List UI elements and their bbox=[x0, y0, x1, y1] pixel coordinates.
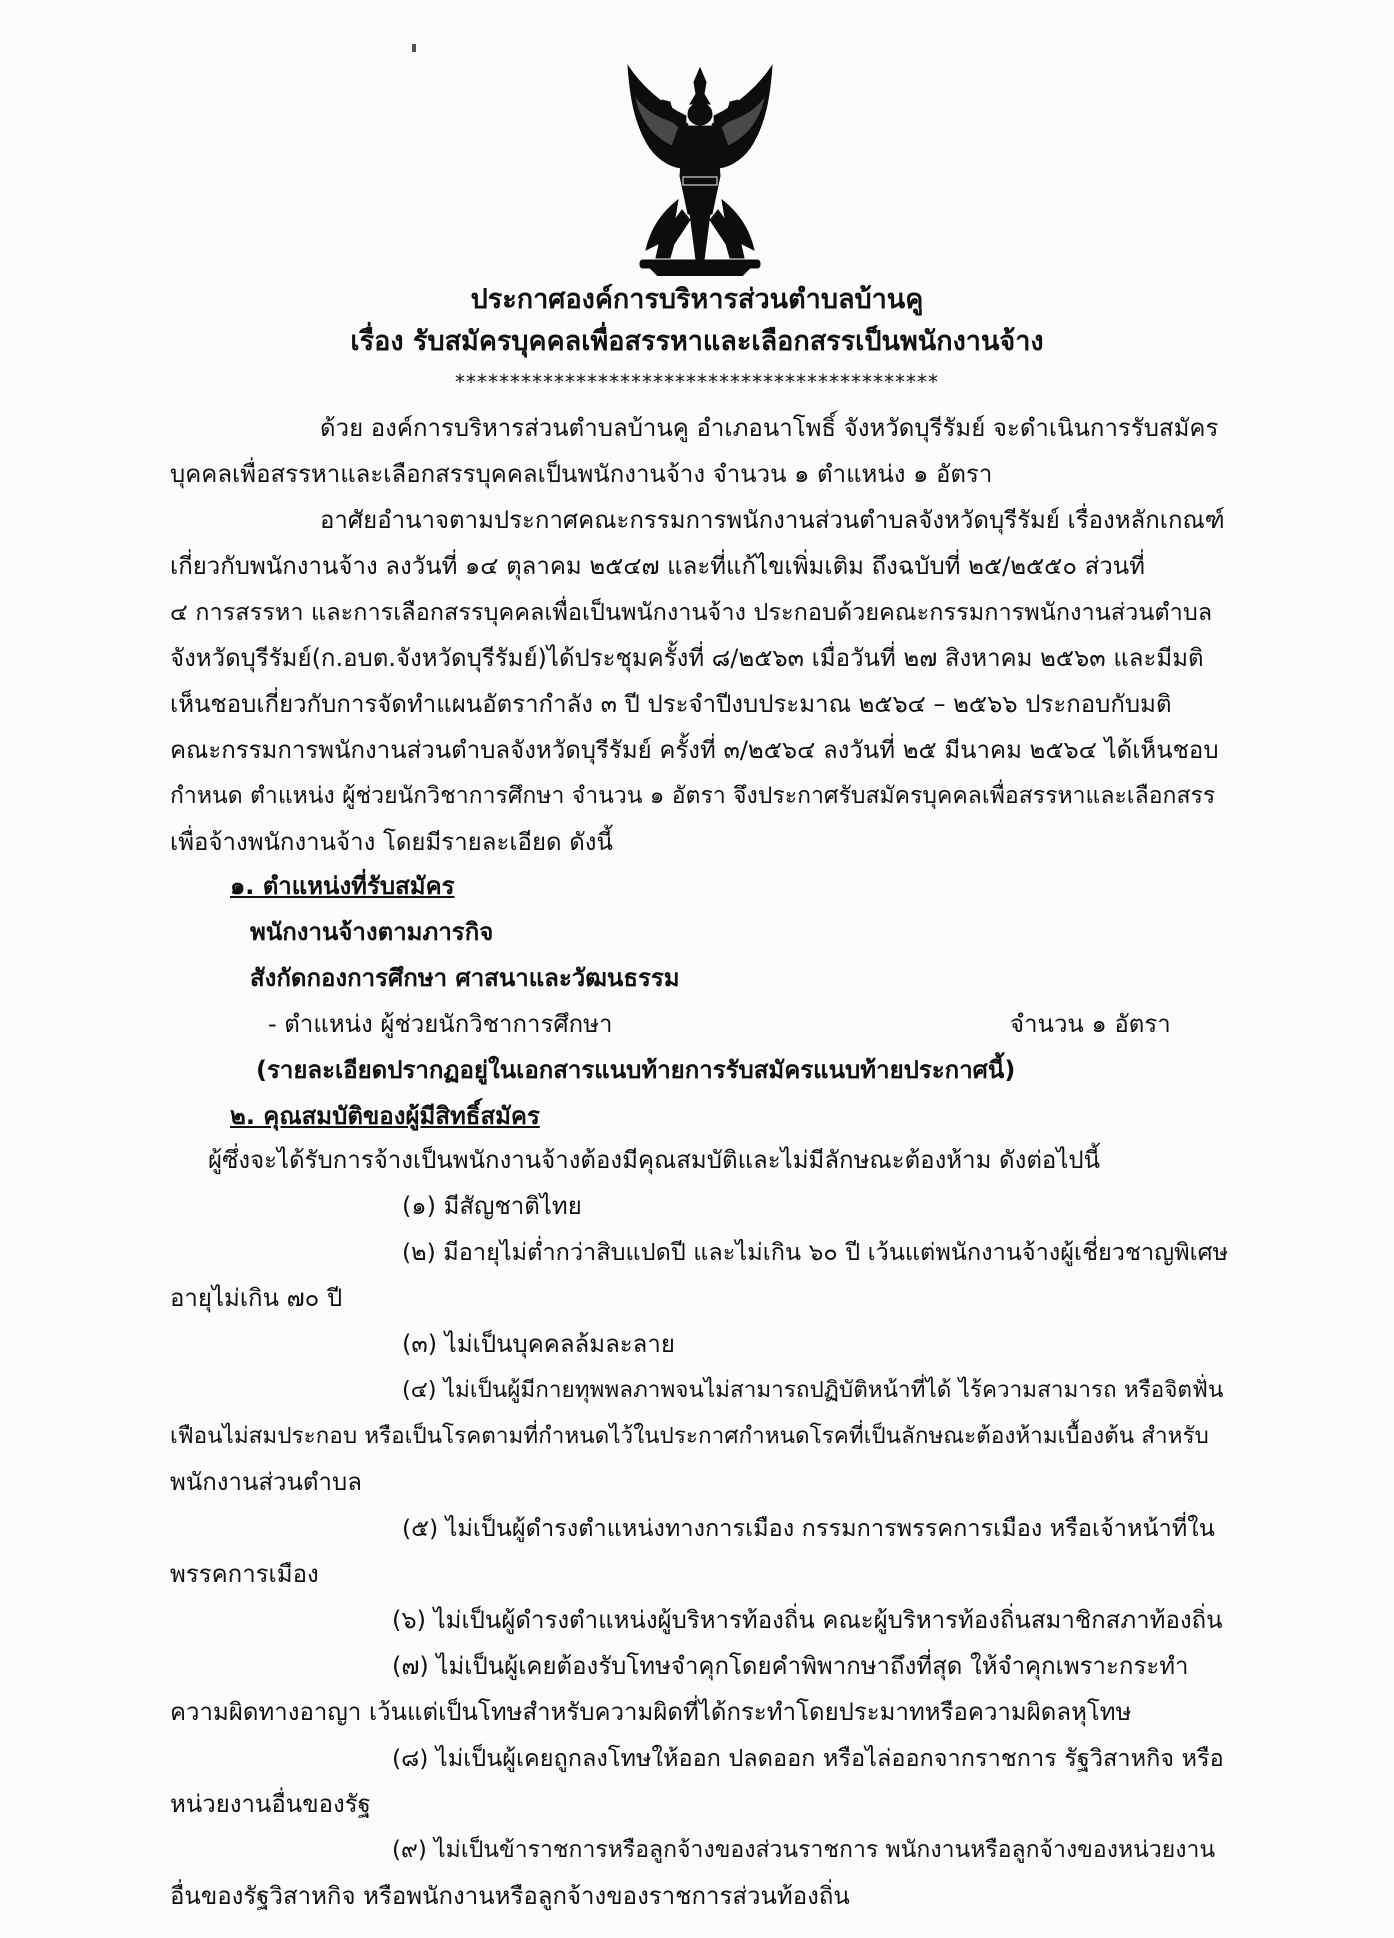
section2-heading: ๒. คุณสมบัติของผู้มีสิทธิ์สมัคร bbox=[230, 1102, 540, 1130]
intro-p2-line6: คณะกรรมการพนักงานส่วนตำบลจังหวัดบุรีรัมย์ ครั้งที่ ๓/๒๕๖๔ ลงวันที่ ๒๕ มีนาคม ๒๕๖๔ ได้เห็นชอบ bbox=[170, 736, 1219, 764]
scan-speck bbox=[412, 44, 416, 52]
qualification-7-line1: (๗) ไม่เป็นผู้เคยต้องรับโทษจำคุกโดยคำพิพากษาถึงที่สุด ให้จำคุกเพราะกระทำ bbox=[392, 1652, 1189, 1680]
star-divider: ******************************************** bbox=[455, 370, 939, 394]
section1-heading: ๑. ตำแหน่งที่รับสมัคร bbox=[230, 872, 455, 900]
qualification-7-line2: ความผิดทางอาญา เว้นแต่เป็นโทษสำหรับความผิดที่ได้กระทำโดยประมาทหรือความผิดลหุโทษ bbox=[170, 1698, 1132, 1726]
qualification-3: (๓) ไม่เป็นบุคคลล้มละลาย bbox=[402, 1330, 675, 1358]
qualification-5-line2: พรรคการเมือง bbox=[170, 1560, 319, 1588]
qualification-2-line1: (๒) มีอายุไม่ต่ำกว่าสิบแปดปี และไม่เกิน ๖๐ ปี เว้นแต่พนักงานจ้างผู้เชี่ยวชาญพิเศษ bbox=[402, 1238, 1229, 1266]
intro-p2-line5: เห็นชอบเกี่ยวกับการจัดทำแผนอัตรากำลัง ๓ ปี ประจำปีงบประมาณ ๒๕๖๔ – ๒๕๖๖ ประกอบกับมติ bbox=[170, 690, 1172, 718]
qualification-6: (๖) ไม่เป็นผู้ดำรงตำแหน่งผู้บริหารท้องถิ่น คณะผู้บริหารท้องถิ่นสมาชิกสภาท้องถิ่น bbox=[392, 1606, 1223, 1634]
qualification-4-line2: เฟือนไม่สมประกอบ หรือเป็นโรคตามที่กำหนดไว้ในประกาศกำหนดโรคที่เป็นลักษณะต้องห้ามเบื้องต้น สำหรับ bbox=[170, 1423, 1209, 1449]
qualification-5-line1: (๕) ไม่เป็นผู้ดำรงตำแหน่งทางการเมือง กรรมการพรรคการเมือง หรือเจ้าหน้าที่ใน bbox=[402, 1514, 1215, 1542]
section1-employment-type: พนักงานจ้างตามภารกิจ bbox=[250, 918, 494, 946]
section1-note: (รายละเอียดปรากฏอยู่ในเอกสารแนบท้ายการรับสมัครแนบท้ายประกาศนี้) bbox=[256, 1056, 1016, 1084]
intro-p2-line8: เพื่อจ้างพนักงานจ้าง โดยมีรายละเอียด ดังนี้ bbox=[170, 828, 613, 856]
intro-p1-line1: ด้วย องค์การบริหารส่วนตำบลบ้านคู อำเภอนาโพธิ์ จังหวัดบุรีรัมย์ จะดำเนินการรับสมัคร bbox=[320, 414, 1219, 442]
qualification-1: (๑) มีสัญชาติไทย bbox=[402, 1192, 582, 1220]
section1-position: - ตำแหน่ง ผู้ช่วยนักวิชาการศึกษา bbox=[268, 1010, 613, 1038]
qualification-8-line2: หน่วยงานอื่นของรัฐ bbox=[170, 1790, 371, 1818]
section2-intro: ผู้ซึ่งจะได้รับการจ้างเป็นพนักงานจ้างต้องมีคุณสมบัติและไม่มีลักษณะต้องห้าม ดังต่อไปนี้ bbox=[208, 1146, 1101, 1174]
qualification-8-line1: (๘) ไม่เป็นผู้เคยถูกลงโทษให้ออก ปลดออก หรือไล่ออกจากราชการ รัฐวิสาหกิจ หรือ bbox=[392, 1744, 1224, 1772]
qualification-9-line1: (๙) ไม่เป็นข้าราชการหรือลูกจ้างของส่วนราชการ พนักงานหรือลูกจ้างของหน่วยงาน bbox=[392, 1837, 1216, 1863]
intro-p2-line1: อาศัยอำนาจตามประกาศคณะกรรมการพนักงานส่วนตำบลจังหวัดบุรีรัมย์ เรื่องหลักเกณฑ์ bbox=[320, 506, 1225, 534]
intro-p2-line3: ๔ การสรรหา และการเลือกสรรบุคคลเพื่อเป็นพนักงานจ้าง ประกอบด้วยคณะกรรมการพนักงานส่วนตำบล bbox=[170, 598, 1213, 626]
announcement-title: ประกาศองค์การบริหารส่วนตำบลบ้านคู bbox=[470, 284, 924, 315]
intro-p2-line4: จังหวัดบุรีรัมย์(ก.อบต.จังหวัดบุรีรัมย์)ได้ประชุมครั้งที่ ๘/๒๕๖๓ เมื่อวันที่ ๒๗ สิงหาคม ๒๕๖๓ และมีมติ bbox=[170, 644, 1204, 672]
qualification-2-line2: อายุไม่เกิน ๗๐ ปี bbox=[170, 1284, 343, 1312]
qualification-9-line2: อื่นของรัฐวิสาหกิจ หรือพนักงานหรือลูกจ้างของราชการส่วนท้องถิ่น bbox=[170, 1882, 850, 1910]
section1-position-count: จำนวน ๑ อัตรา bbox=[1010, 1010, 1171, 1038]
intro-p2-line7: กำหนด ตำแหน่ง ผู้ช่วยนักวิชาการศึกษา จำนวน ๑ อัตรา จึงประกาศรับสมัครบุคคลเพื่อสรรหาและเลือกสรร bbox=[170, 783, 1216, 809]
qualification-4-line3: พนักงานส่วนตำบล bbox=[170, 1468, 362, 1496]
announcement-subject: เรื่อง รับสมัครบุคคลเพื่อสรรหาและเลือกสรรเป็นพนักงานจ้าง bbox=[350, 326, 1044, 357]
garuda-emblem-icon bbox=[620, 64, 780, 276]
intro-p1-line2: บุคคลเพื่อสรรหาและเลือกสรรบุคคลเป็นพนักงานจ้าง จำนวน ๑ ตำแหน่ง ๑ อัตรา bbox=[170, 460, 993, 488]
intro-p2-line2: เกี่ยวกับพนักงานจ้าง ลงวันที่ ๑๔ ตุลาคม ๒๕๔๗ และที่แก้ไขเพิ่มเติม ถึงฉบับที่ ๒๕/๒๕๕๐ ส่วนที่ bbox=[170, 552, 1145, 580]
section1-division: สังกัดกองการศึกษา ศาสนาและวัฒนธรรม bbox=[250, 964, 680, 992]
qualification-4-line1: (๔) ไม่เป็นผู้มีกายทุพพลภาพจนไม่สามารถปฏิบัติหน้าที่ได้ ไร้ความสามารถ หรือจิตฟั่น bbox=[402, 1377, 1224, 1403]
